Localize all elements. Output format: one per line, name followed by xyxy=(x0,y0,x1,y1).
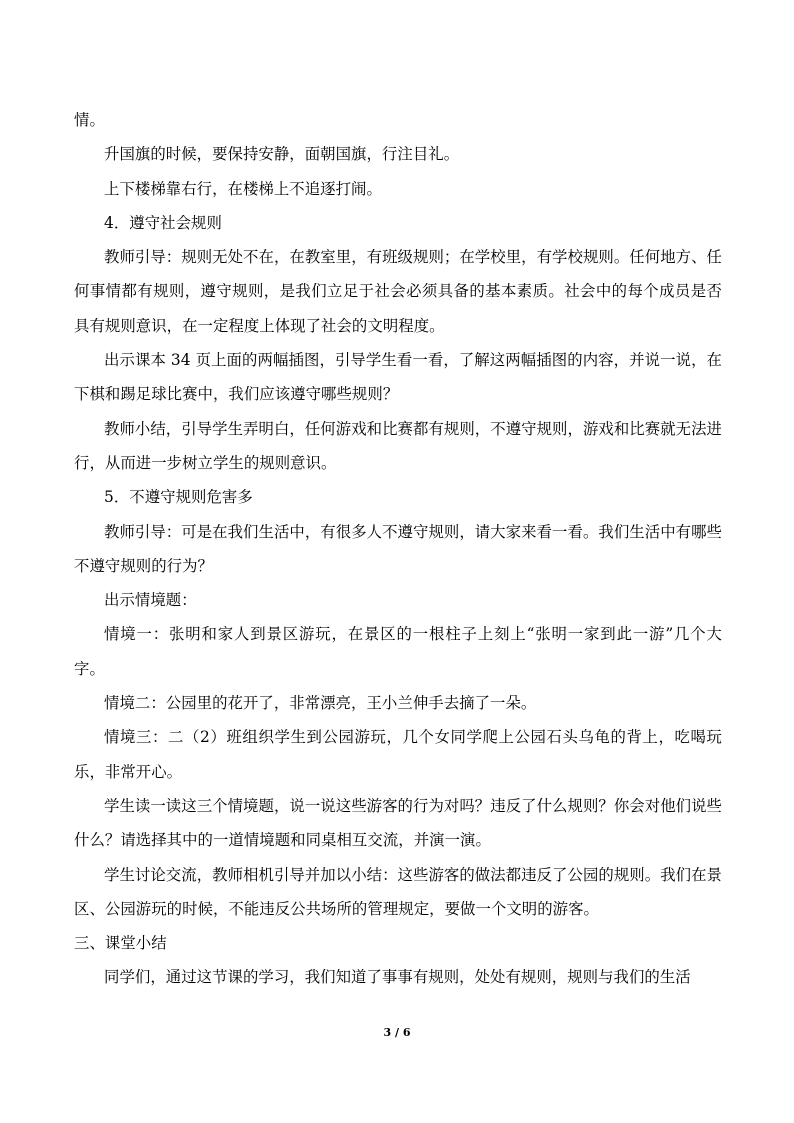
paragraph-illustrations: 出示课本 34 页上面的两幅插图，引导学生看一看，了解这两幅插图的内容，并说一说，在下棋和踢足球比赛中，我们应该遵守哪些规则？ xyxy=(74,351,722,404)
page-number: 3 / 6 xyxy=(383,1026,411,1039)
paragraph-scenario-intro: 出示情境题： xyxy=(104,591,197,610)
section-heading-class-summary: 三、课堂小结 xyxy=(74,934,167,953)
paragraph-teacher-guide-violations: 教师引导：可是在我们生活中，有很多人不遵守规则，请大家来看一看。我们生活中有哪些不遵守规则的行为？ xyxy=(74,522,722,575)
document-body xyxy=(74,103,722,995)
paragraph-flag-raising: 升国旗的时候，要保持安静，面朝国旗，行注目礼。 xyxy=(104,145,460,164)
paragraph-scenario-one: 情境一：张明和家人到景区游玩，在景区的一根柱子上刻上“张明一家到此一游”几个大字。 xyxy=(74,625,722,678)
section-heading-harm: 5．不遵守规则危害多 xyxy=(104,488,253,507)
paragraph-scenario-two: 情境二：公园里的花开了，非常漂亮，王小兰伸手去摘了一朵。 xyxy=(104,694,537,713)
paragraph-continuation: 情。 xyxy=(74,111,105,129)
paragraph-closing: 同学们，通过这节课的学习，我们知道了事事有规则，处处有规则，规则与我们的生活 xyxy=(104,968,691,987)
paragraph-teacher-guide-rules: 教师引导：规则无处不在，在教室里，有班级规则；在学校里，有学校规则。任何地方、任何事情都有规则，遵守规则，是我们立足于社会必须具备的基本素质。社会中的每个成员是否具有规则意识，在一定程度上体现了社会的文明程度。 xyxy=(74,248,722,335)
paragraph-scenario-three: 情境三：二（2）班组织学生到公园游玩，几个女同学爬上公园石头乌龟的背上，吃喝玩乐，非常开心。 xyxy=(74,728,722,781)
paragraph-stairs: 上下楼梯靠右行，在楼梯上不追逐打闹。 xyxy=(104,179,382,198)
paragraph-discussion-summary: 学生讨论交流，教师相机引导并加以小结：这些游客的做法都违反了公园的规则。我们在景区、公园游玩的时候，不能违反公共场所的管理规定，要做一个文明的游客。 xyxy=(74,865,722,918)
paragraph-student-discussion: 学生读一读这三个情境题，说一说这些游客的行为对吗？违反了什么规则？你会对他们说些什么？请选择其中的一道情境题和同桌相互交流，并演一演。 xyxy=(74,796,722,850)
paragraph-teacher-summary: 教师小结，引导学生弄明白，任何游戏和比赛都有规则，不遵守规则，游戏和比赛就无法进行，从而进一步树立学生的规则意识。 xyxy=(74,419,722,472)
section-heading-social-rules: 4．遵守社会规则 xyxy=(104,213,222,232)
